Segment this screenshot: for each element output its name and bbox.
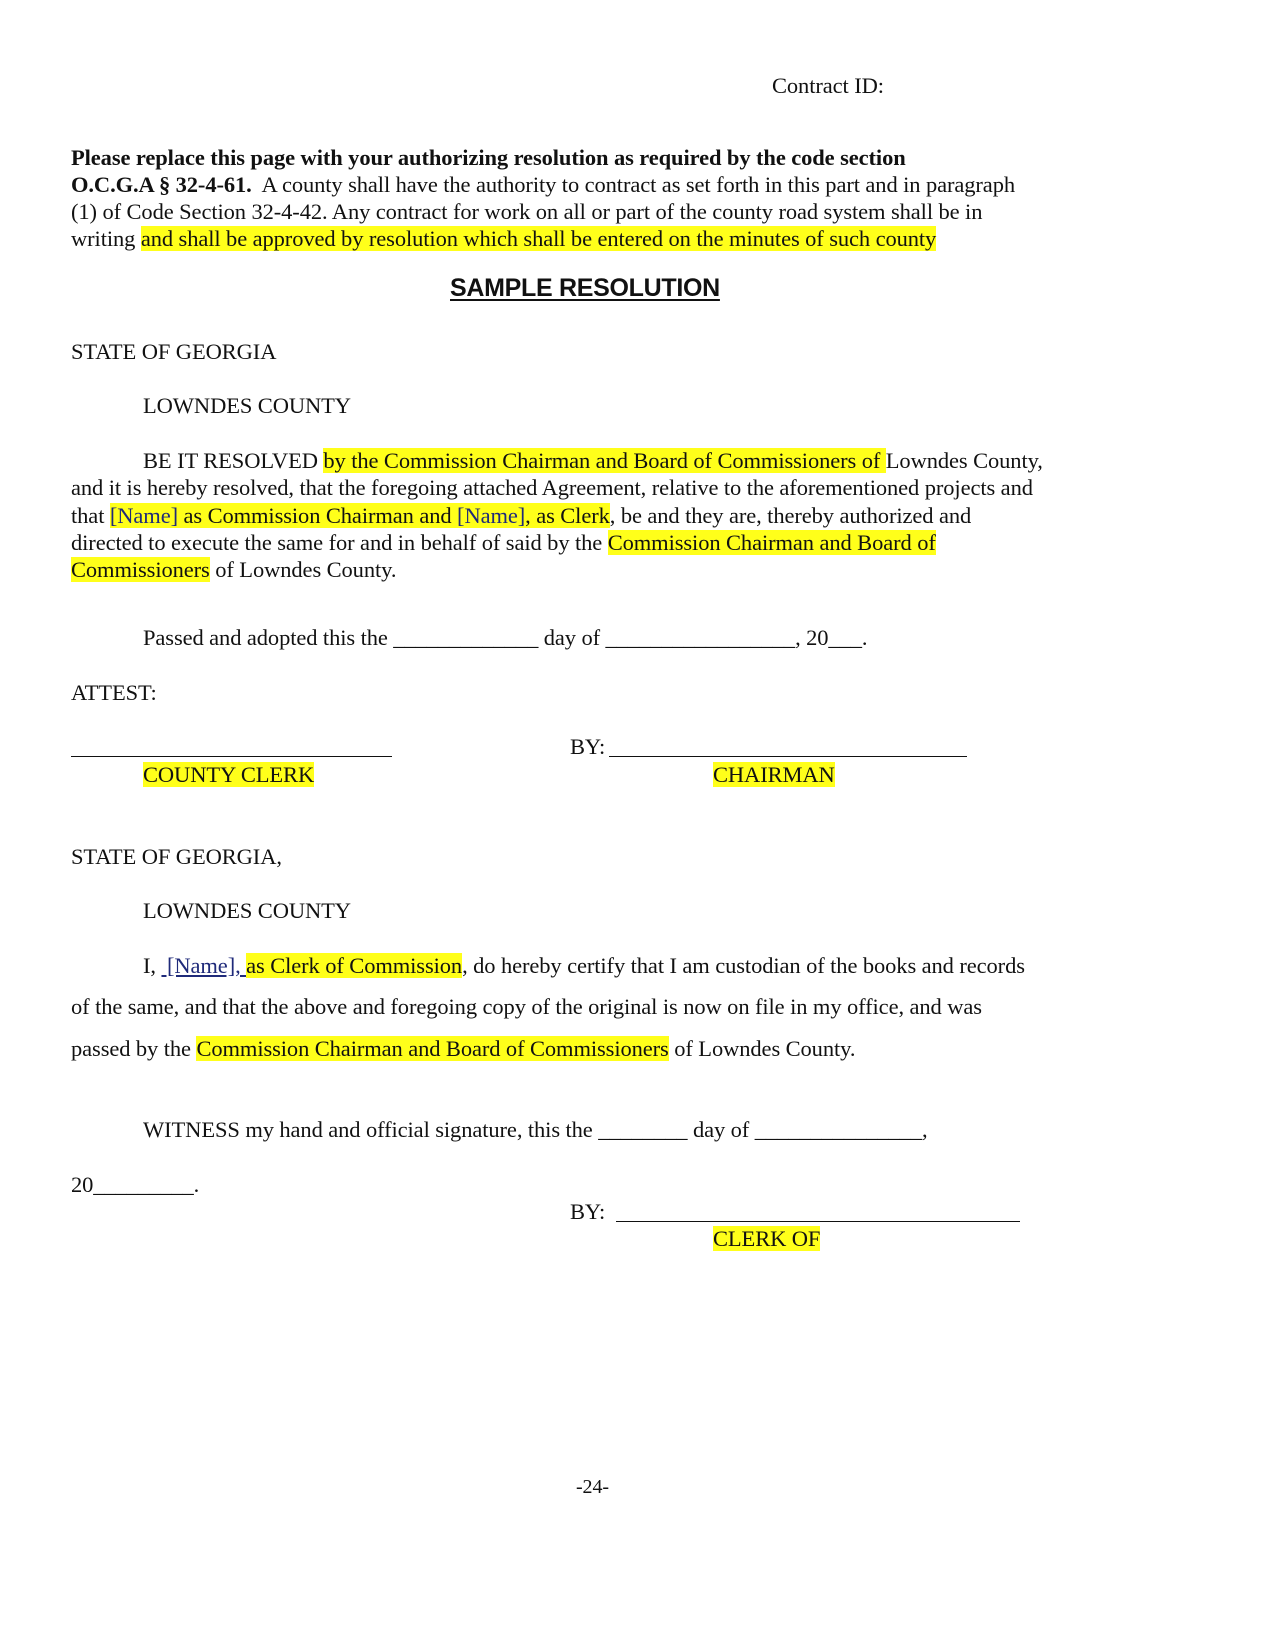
chairman-label — [713, 761, 835, 789]
passed-adopted-line: Passed and adopted this the _____________ day of _________________, 20___. — [143, 625, 868, 650]
name-placeholder-text: [Name], — [161, 953, 247, 978]
name-placeholder[interactable] — [161, 953, 246, 978]
resolution-text: , be and they are, thereby authorized and — [609, 503, 972, 528]
resolution-line-1 — [143, 447, 1043, 475]
highlighted-text: , as Clerk — [525, 503, 610, 528]
clerk-signature-line[interactable] — [616, 1221, 1020, 1222]
cert-state-label: STATE OF GEORGIA, — [71, 844, 282, 869]
chairman-signature-line[interactable] — [609, 756, 967, 757]
resolution-text: Lowndes County, — [885, 448, 1043, 473]
year-line: 20_________. — [71, 1172, 200, 1197]
clerk-of-label — [713, 1225, 820, 1253]
cert-line-2: of the same, and that the above and foregoing copy of the original is now on file in my office, and was — [71, 994, 982, 1019]
resolution-line-2: and it is hereby resolved, that the foregoing attached Agreement, relative to the aforementioned projects and — [71, 475, 1033, 500]
resolution-line-4 — [71, 529, 936, 557]
page-number: -24- — [576, 1476, 609, 1498]
resolution-text: that — [71, 503, 110, 528]
highlighted-text: as Clerk of Commission — [246, 953, 463, 978]
attest-label: ATTEST: — [71, 680, 157, 705]
resolution-line-5 — [71, 556, 396, 584]
contract-id-label: Contract ID: — [772, 73, 884, 98]
instructions-line-3: (1) of Code Section 32-4-42. Any contract for work on all or part of the county road system shall be in — [71, 199, 983, 224]
cert-text: I, — [143, 953, 162, 978]
name-placeholder[interactable]: [Name] — [457, 503, 526, 528]
instructions-line-4 — [71, 225, 936, 253]
resolution-text: of Lowndes County. — [209, 557, 397, 582]
resolution-text: directed to execute the same for and in behalf of said by the — [71, 530, 608, 555]
resolution-line-3 — [71, 502, 971, 530]
instructions-text: A county shall have the authority to contract as set forth in this part and in paragraph — [251, 172, 1015, 197]
instructions-text: writing — [71, 226, 141, 251]
code-section-ref: O.C.G.A § 32-4-61. — [71, 172, 252, 197]
highlighted-text: COUNTY CLERK — [143, 762, 315, 787]
instructions-line-2 — [71, 171, 1015, 199]
county-label: LOWNDES COUNTY — [143, 393, 351, 418]
cert-line-3 — [71, 1035, 855, 1063]
county-clerk-label — [143, 761, 314, 789]
cert-text: of Lowndes County. — [668, 1036, 856, 1061]
highlighted-text: by the Commission Chairman and Board of Commissioners of — [323, 448, 886, 473]
cert-text: , do hereby certify that I am custodian of the books and records — [462, 953, 1025, 978]
county-clerk-signature-line[interactable] — [71, 756, 392, 757]
highlighted-text: as Commission Chairman and — [177, 503, 458, 528]
highlighted-text: Commission Chairman and Board of Commissioners — [196, 1036, 669, 1061]
state-label: STATE OF GEORGIA — [71, 339, 277, 364]
witness-line: WITNESS my hand and official signature, this the ________ day of _______________, — [143, 1117, 928, 1142]
highlighted-text: CHAIRMAN — [713, 762, 835, 787]
highlighted-text: and shall be approved by resolution which shall be entered on the minutes of such county — [140, 226, 937, 251]
cert-line-1 — [143, 952, 1025, 980]
by-label: BY: — [570, 734, 606, 759]
cert-text: passed by the — [71, 1036, 197, 1061]
instructions-line-1: Please replace this page with your authorizing resolution as required by the code section — [71, 145, 906, 170]
by-label: BY: — [570, 1199, 606, 1224]
cert-county-label: LOWNDES COUNTY — [143, 898, 351, 923]
highlighted-text: CLERK OF — [713, 1226, 821, 1251]
resolution-text: BE IT RESOLVED — [143, 448, 324, 473]
highlighted-text: Commission Chairman and Board of — [607, 530, 936, 555]
name-placeholder[interactable]: [Name] — [109, 503, 178, 528]
highlighted-text: Commissioners — [71, 557, 210, 582]
page-title: SAMPLE RESOLUTION — [450, 274, 720, 302]
